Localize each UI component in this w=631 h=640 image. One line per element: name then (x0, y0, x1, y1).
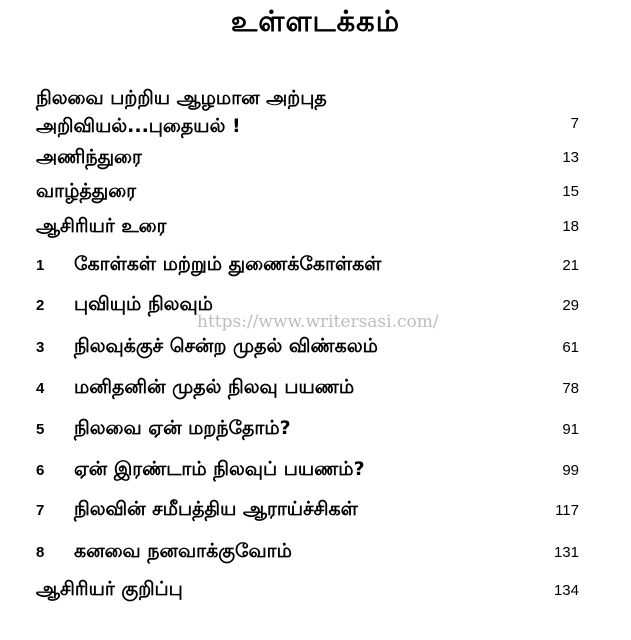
toc-chapter-3 (0, 335, 631, 365)
chapter-number: 6 (36, 462, 45, 479)
watermark-url: https://www.writersasi.com/ (197, 312, 439, 332)
toc-entry-title: அணிந்துரை (36, 146, 142, 168)
toc-page-number: 29 (562, 297, 579, 314)
toc-page-number: 78 (562, 380, 579, 397)
toc-chapter-8 (0, 540, 631, 570)
page-title: உள்ளடக்கம் (230, 4, 401, 38)
toc-page-number: 18 (562, 218, 579, 235)
toc-entry-title-line2: அறிவியல்...புதையல் ! (36, 115, 241, 137)
toc-chapter-4 (0, 376, 631, 406)
chapter-title: கனவை நனவாக்குவோம் (74, 540, 292, 562)
toc-chapter-6 (0, 458, 631, 488)
toc-page-number: 134 (553, 582, 579, 599)
toc-entry-about-author (0, 578, 631, 608)
toc-entry-author-preface (0, 215, 631, 245)
chapter-number: 4 (36, 380, 45, 397)
chapter-number: 2 (36, 297, 45, 314)
chapter-title: மனிதனின் முதல் நிலவு பயணம் (74, 376, 355, 398)
chapter-title: புவியும் நிலவும் (74, 293, 213, 315)
toc-page-number: 117 (555, 502, 579, 519)
chapter-number: 1 (36, 257, 45, 274)
chapter-title: ஏன் இரண்டாம் நிலவுப் பயணம்? (74, 458, 365, 480)
chapter-title: நிலவின் சமீபத்திய ஆராய்ச்சிகள் (74, 498, 358, 520)
toc-page-number: 7 (570, 115, 579, 132)
chapter-title: நிலவுக்குச் சென்ற முதல் விண்கலம் (74, 335, 378, 357)
toc-page-number: 61 (562, 339, 579, 356)
toc-chapter-1 (0, 253, 631, 283)
toc-entry-title-line1: நிலவை பற்றிய ஆழமான அற்புத (36, 87, 327, 109)
chapter-title: கோள்கள் மற்றும் துணைக்கோள்கள் (74, 253, 382, 275)
toc-page-number: 99 (562, 462, 579, 479)
toc-page-number: 13 (562, 149, 579, 166)
toc-entry-title: ஆசிரியர் உரை (36, 215, 167, 237)
toc-entry-title: ஆசிரியர் குறிப்பு (36, 578, 183, 600)
toc-chapter-5 (0, 417, 631, 447)
toc-page-number: 131 (553, 544, 579, 561)
chapter-number: 8 (36, 544, 45, 561)
toc-page-number: 21 (562, 257, 579, 274)
toc-page-number: 91 (562, 421, 579, 438)
chapter-title: நிலவை ஏன் மறந்தோம்? (74, 417, 291, 439)
toc-entry-intro (0, 84, 631, 144)
toc-entry-greetings (0, 180, 631, 210)
chapter-number: 3 (36, 339, 45, 356)
toc-chapter-2 (0, 293, 631, 323)
toc-entry-foreword (0, 146, 631, 176)
toc-entry-title: வாழ்த்துரை (36, 180, 137, 202)
chapter-number: 7 (36, 502, 45, 519)
toc-page-number: 15 (562, 183, 579, 200)
chapter-number: 5 (36, 421, 45, 438)
toc-chapter-7 (0, 498, 631, 528)
